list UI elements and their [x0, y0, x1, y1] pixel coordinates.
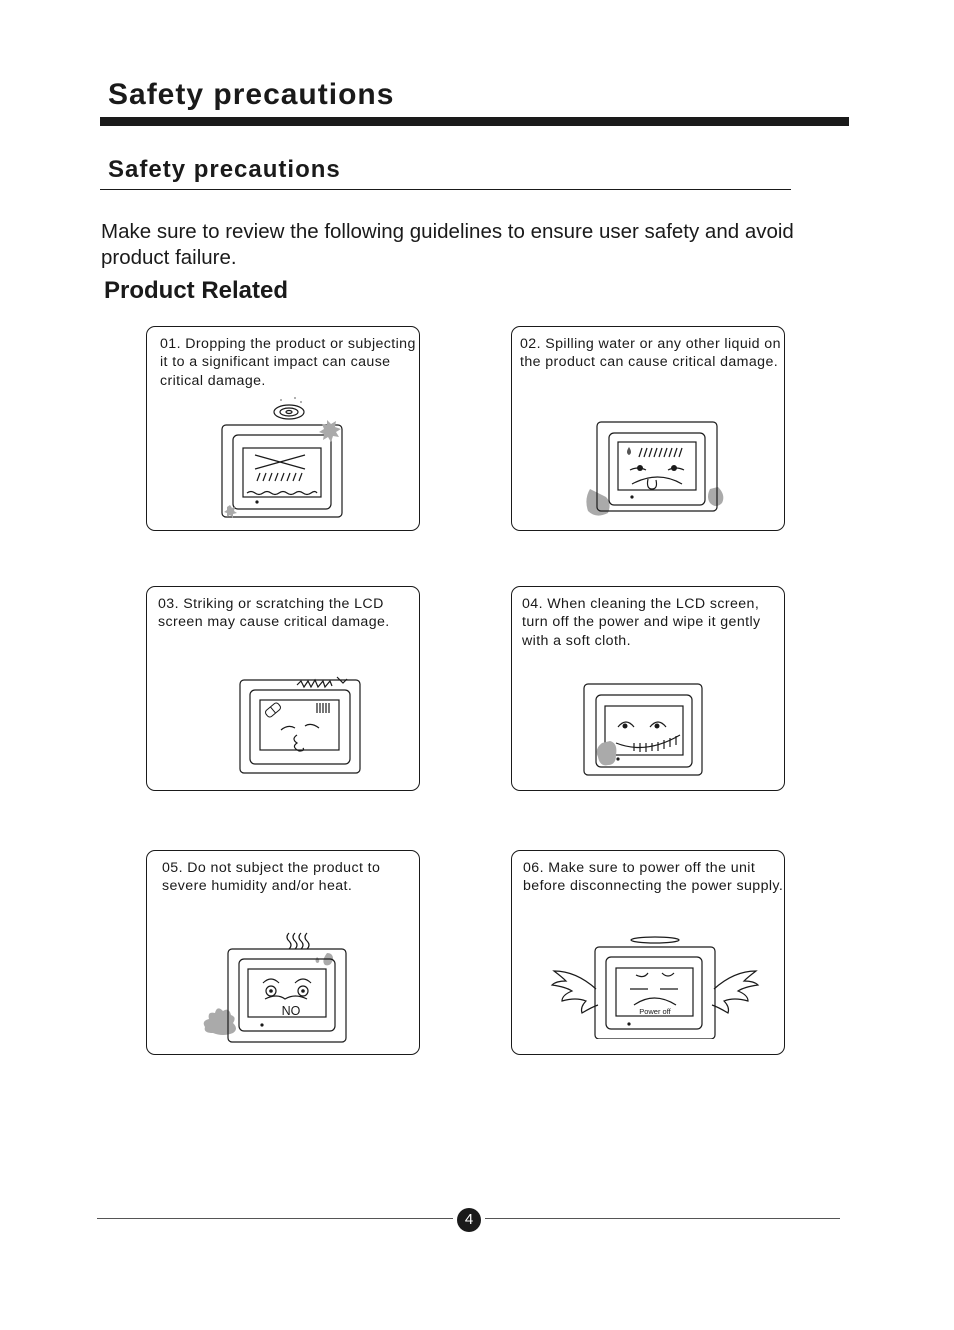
screen-label: NO — [281, 1004, 301, 1018]
spilled-liquid-tv-icon — [582, 417, 730, 527]
precaution-text: 05. Do not subject the product to severe humidity and/or heat. — [162, 860, 381, 895]
precaution-text: 04. When cleaning the LCD screen, turn off the power and wipe it gently with a soft cloth. — [522, 596, 761, 649]
precaution-card-04 — [511, 586, 785, 791]
precaution-text: 01. Dropping the product or subjecting it to a significant impact can cause critical damage. — [160, 336, 416, 389]
footer-rule-right — [485, 1218, 840, 1219]
precaution-card-03 — [146, 586, 420, 791]
screen-label: Power off — [639, 1007, 671, 1016]
product-related-heading: Product Related — [104, 277, 289, 304]
page-title: Safety precautions — [108, 78, 395, 111]
footer-rule-left — [97, 1218, 453, 1219]
heat-humidity-tv-icon — [199, 931, 351, 1049]
precaution-card-02 — [511, 326, 785, 531]
section-subtitle: Safety precautions — [108, 156, 341, 183]
precaution-text: 06. Make sure to power off the unit before disconnecting the power supply. — [523, 860, 784, 895]
subtitle-rule — [100, 189, 791, 190]
intro-paragraph: Make sure to review the following guidelines to ensure user safety and avoid product failure. — [101, 220, 794, 269]
page-number: 4 — [457, 1208, 481, 1232]
cleaning-tv-icon — [582, 681, 706, 781]
scratched-screen-tv-icon — [237, 673, 367, 777]
precaution-text: 03. Striking or scratching the LCD screen may cause critical damage. — [158, 596, 390, 631]
precaution-card-05 — [146, 850, 420, 1055]
title-rule — [100, 117, 849, 126]
angel-tv-icon — [550, 933, 760, 1039]
precaution-card-01 — [146, 326, 420, 531]
precaution-text: 02. Spilling water or any other liquid on the product can cause critical damage. — [520, 336, 781, 371]
dropped-tv-icon — [217, 395, 347, 523]
precaution-card-06 — [511, 850, 785, 1055]
